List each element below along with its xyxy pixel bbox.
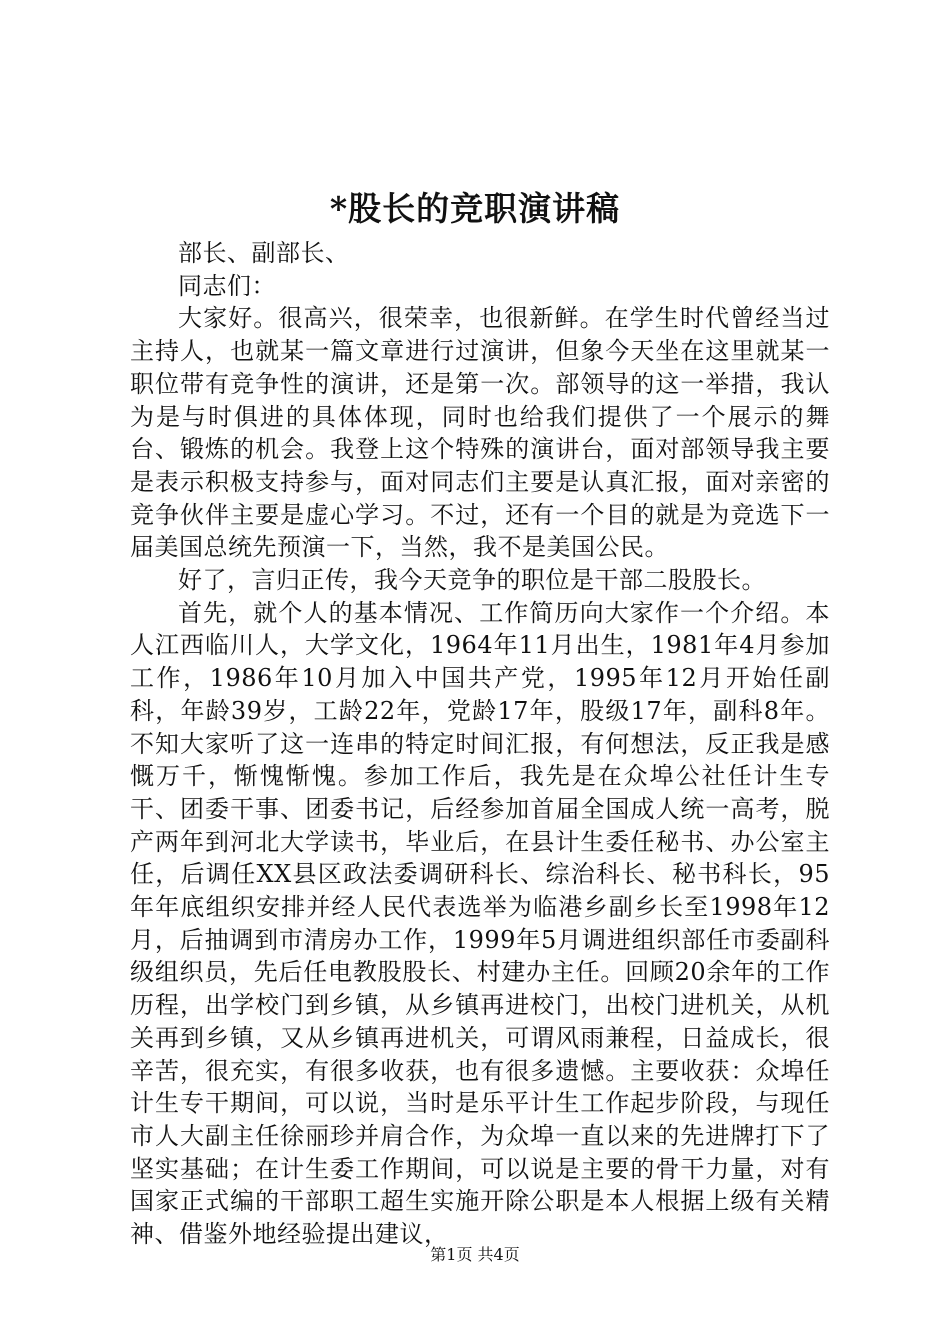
salutation-line: 同志们： (178, 271, 276, 300)
body-paragraph: 大家好。很高兴，很荣幸，也很新鲜。在学生时代曾经当过主持人，也就某一篇文章进行过演讲，但象今天坐在这里就某一职位带有竞争性的演讲，还是第一次。部领导的这一举措，我认为是与时俱进的具体体现，同时也给我们提供了一个展示的舞台、锻炼的机会。我登上这个特殊的演讲台，面对部领导我主要是表示积极支持参与，面对同志们主要是认真汇报，面对亲密的竞争伙伴主要是虚心学习。不过，还有一个目的就是为竞选下一届美国总统先预演一下，当然，我不是美国公民。 (130, 304, 830, 562)
body-paragraph: 首先，就个人的基本情况、工作简历向大家作一个介绍。本人江西临川人，大学文化，1964年11月出生，1981年4月参加工作，1986年10月加入中国共产党，1995年12月开始任副科，年龄39岁，工龄22年，党龄17年，股级17年，副科8年。不知大家听了这一连串的特定时间汇报，有何想法，反正我是感慨万千，惭愧惭愧。参加工作后，我先是在众埠公社任计生专干、团委干事、团委书记，后经参加首届全国成人统一高考，脱产两年到河北大学读书，毕业后，在县计生委任秘书、办公室主任，后调任XX县区政法委调研科长、综治科长、秘书科长，95年年底组织安排并经人民代表选举为临港乡副乡长至1998年12月，后抽调到市清房办工作，1999年5月调进组织部任市委副科级组织员，先后任电教股股长、村建办主任。回顾20余年的工作历程，出学校门到乡镇，从乡镇再进校门，出校门进机关，从机关再到乡镇，又从乡镇再进机关，可谓风雨兼程，日益成长，很辛苦，很充实，有很多收获，也有很多遗憾。主要收获：众埠任计生专干期间，可以说，当时是乐平计生工作起步阶段，与现任市人大副主任徐丽珍并肩合作，为众埠一直以来的先进牌打下了坚实基础；在计生委工作期间，可以说是主要的骨干力量，对有国家正式编的干部职工超生实施开除公职是本人根据上级有关精神、借鉴外地经验提出建议， (130, 598, 830, 1249)
body-paragraph: 好了，言归正传，我今天竞争的职位是干部二股股长。 (178, 566, 766, 595)
document-title: *股长的竞职演讲稿 (329, 189, 621, 228)
page-footer: 第1页 共4页 (430, 1245, 520, 1264)
document-body (130, 237, 830, 1251)
salutation-line: 部长、副部长、 (178, 239, 350, 267)
